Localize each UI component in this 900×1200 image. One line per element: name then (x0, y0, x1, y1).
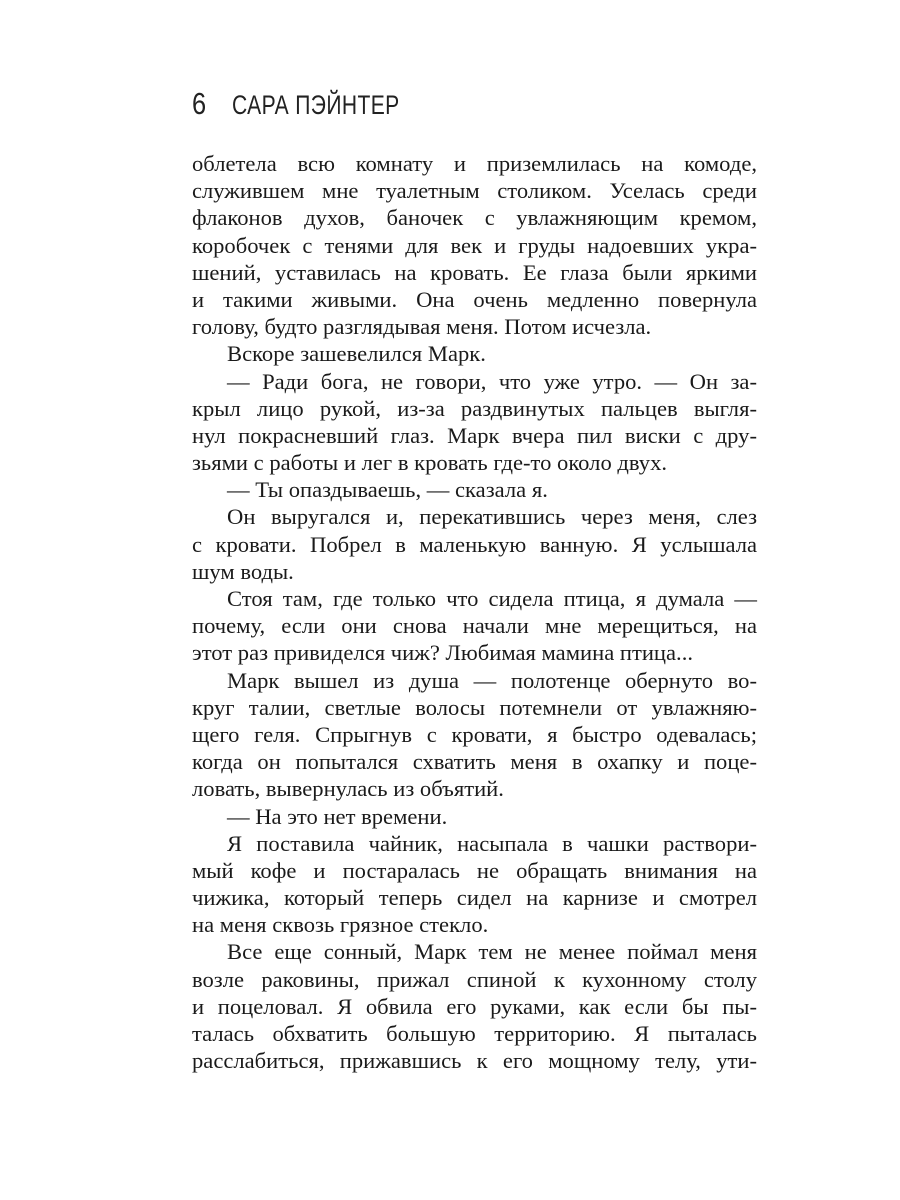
text-line: Вскоре зашевелился Марк. (227, 341, 486, 367)
text-line: почему, если они снова начали мне мерещиться, на (192, 613, 757, 639)
body-text (192, 150, 757, 1074)
text-line: облетела всю комнату и приземлилась на комоде, (192, 151, 757, 176)
text-line: нул покрасневший глаз. Марк вчера пил виски с дру- (192, 422, 757, 448)
text-line: флаконов духов, баночек с увлажняющим кремом, (192, 205, 757, 231)
text-line: чижика, который теперь сидел на карнизе и смотрел (192, 885, 757, 911)
text-line: — Ради бога, не говори, что уже утро. — Он за- (227, 368, 757, 394)
text-line: шум воды. (192, 558, 294, 584)
text-line: Я поставила чайник, насыпала в чашки раствори- (227, 830, 757, 856)
text-line: и поцеловал. Я обвила его руками, как если бы пы- (192, 993, 757, 1019)
text-line: и такими живыми. Она очень медленно повернула (192, 286, 757, 312)
text-line: — Ты опаздываешь, — сказала я. (227, 477, 548, 503)
text-line: расслабиться, прижавшись к его мощному телу, ути- (192, 1048, 757, 1074)
text-line: шений, уставилась на кровать. Ее глаза были яркими (192, 259, 757, 285)
text-line: талась обхватить большую территорию. Я пыталась (192, 1021, 757, 1046)
text-line: с кровати. Побрел в маленькую ванную. Я услышала (192, 531, 757, 557)
text-line: ловать, вывернулась из объятий. (192, 776, 504, 802)
text-line: коробочек с тенями для век и груды надоевших укра- (192, 232, 757, 258)
text-line: Он выругался и, перекатившись через меня, слез (227, 504, 757, 530)
text-line: возле раковины, прижал спиной к кухонному столу (192, 966, 757, 992)
text-line: Все еще сонный, Марк тем не менее поймал меня (227, 939, 757, 965)
text-line: Стоя там, где только что сидела птица, я думала — (227, 586, 757, 611)
text-line: — На это нет времени. (227, 803, 448, 829)
text-line: когда он попытался схватить меня в охапку и поце- (192, 749, 757, 775)
text-line: круг талии, светлые волосы потемнели от увлажняю- (192, 694, 757, 720)
running-head (192, 86, 447, 126)
page-number: 6 (192, 86, 207, 121)
text-line: служившем мне туалетным столиком. Уселась среди (192, 178, 757, 204)
author-name: САРА ПЭЙНТЕР (232, 90, 400, 120)
text-line: мый кофе и постаралась не обращать внимания на (192, 857, 757, 883)
text-line: Марк вышел из душа — полотенце обернуто во- (227, 667, 757, 693)
text-line: щего геля. Спрыгнув с кровати, я быстро одевалась; (192, 721, 757, 747)
text-line: этот раз привиделся чиж? Любимая мамина птица... (192, 640, 693, 666)
text-line: крыл лицо рукой, из-за раздвинутых пальцев выгля- (192, 395, 757, 421)
text-line: на меня сквозь грязное стекло. (192, 912, 489, 938)
text-line: зьями с работы и лег в кровать где-то около двух. (192, 450, 668, 476)
text-line: голову, будто разглядывая меня. Потом исчезла. (192, 314, 652, 340)
